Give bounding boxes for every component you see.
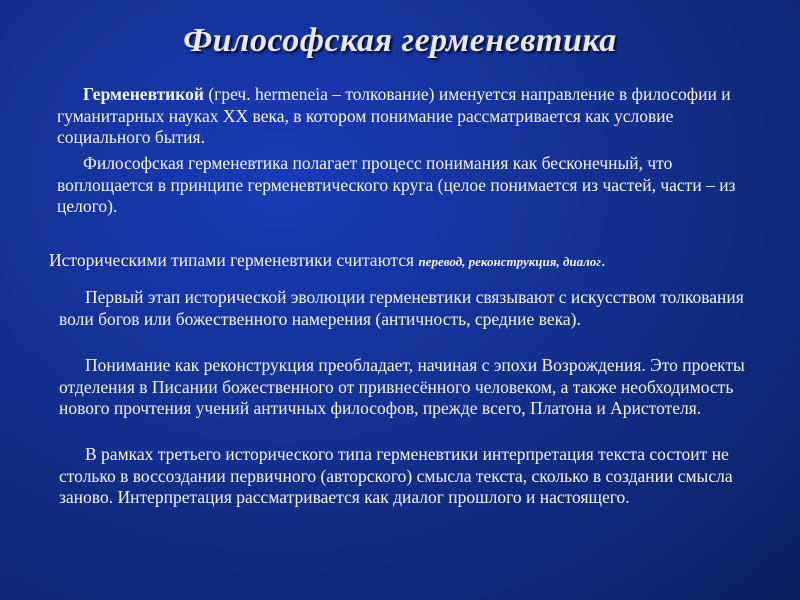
historical-types-end: . [601,250,606,270]
reconstruction-text: Понимание как реконструкция преобладает, начиная с эпохи Возрождения. Это проекты отделения в Писании божественного от привнесённого человеком, а также необходимость нового прочтения учений античных философов, прежде всего, Платона и Аристотеля. [59,355,745,418]
slide-title: Философская герменевтика [183,22,617,59]
paragraph-definition [57,84,762,149]
historical-types-text: Историческими типами герменевтики считаются [49,250,419,270]
historical-types-list: перевод, реконструкция, диалог [418,254,602,269]
dialogue-text: В рамках третьего исторического типа герменевтики интерпретация текста состоит не столько в воссоздании первичного (авторского) смысла текста, сколько в создании смысла заново. Интерпретация рассматривается как диалог прошлого и настоящего. [59,444,733,507]
definition-text: (греч. hermeneia – толкование) именуется направление в философии и гуманитарных науках XX века, в котором понимание рассматривается как условие социального бытия. [57,84,731,147]
paragraph-hermeneutic-circle [57,153,772,218]
paragraph-dialogue [59,444,774,509]
term-hermeneutics: Герменевтикой [83,84,204,104]
paragraph-first-stage [59,287,774,330]
paragraph-historical-types [49,250,779,273]
hermeneutic-circle-text: Философская герменевтика полагает процесс понимания как бесконечный, что воплощается в принципе герменевтического круга (целое понимается из частей, части – из целого). [57,153,736,216]
first-stage-text: Первый этап исторической эволюции герменевтики связывают с искусством толкования воли богов или божественного намерения (античность, средние века). [59,287,744,329]
paragraph-reconstruction [59,355,774,420]
